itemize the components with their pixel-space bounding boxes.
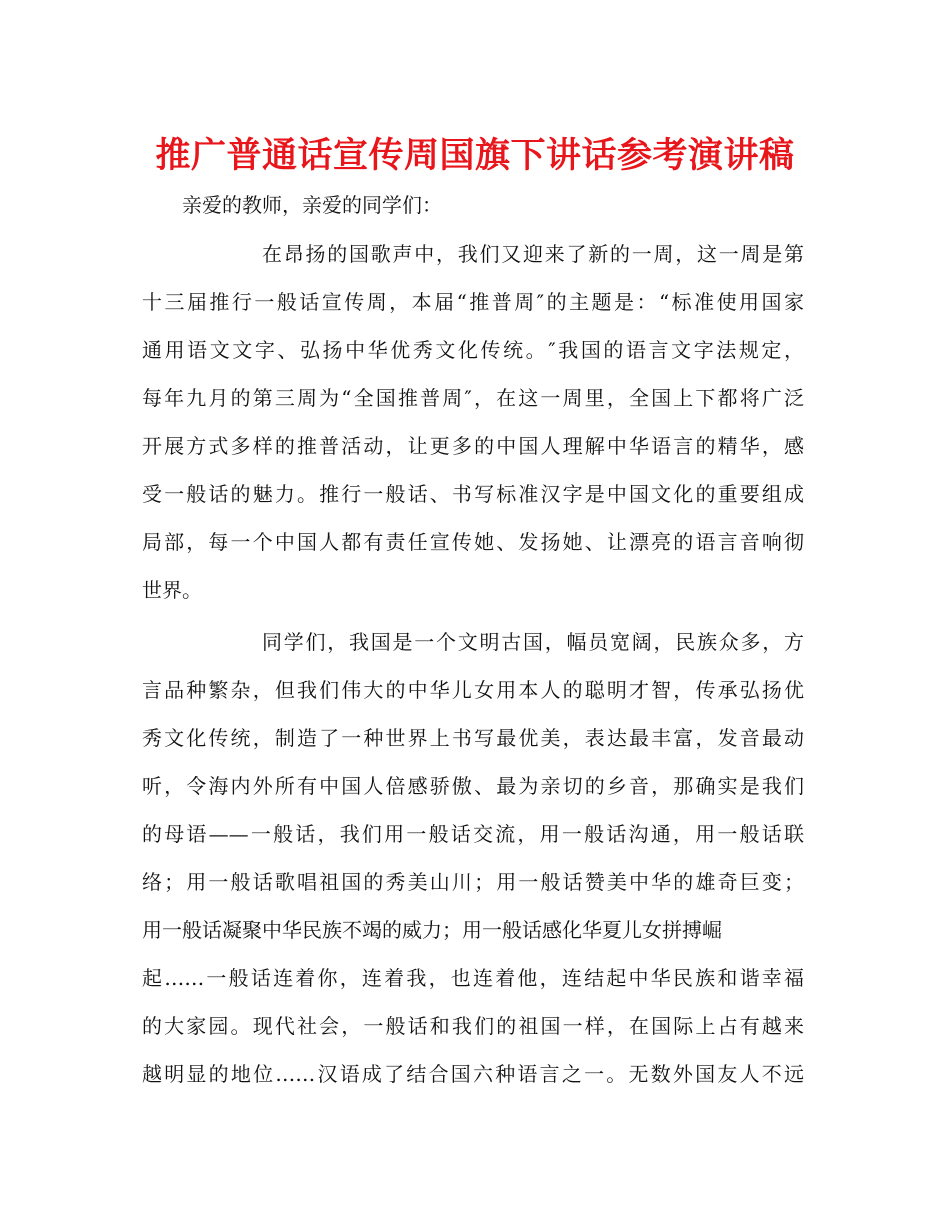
paragraph-2-line: 言品种繁杂，但我们伟大的中华儿女用本人的聪明才智，传承弘扬优: [142, 678, 804, 702]
paragraph-2: [142, 618, 804, 1098]
paragraph-2-line: 听，令海内外所有中国人倍感骄傲、最为亲切的乡音，那确实是我们: [142, 774, 804, 798]
paragraph-2-line: 络；用一般话歌唱祖国的秀美山川；用一般话赞美中华的雄奇巨变；: [142, 870, 804, 894]
salutation: 亲爱的教师，亲爱的同学们：: [182, 193, 442, 217]
paragraph-1-line: 十三届推行一般话宣传周，本届“推普周″的主题是：“标准使用国家: [142, 290, 804, 314]
paragraph-1: [142, 230, 804, 614]
paragraph-1-line: 世界。: [142, 578, 202, 602]
paragraph-2-line: 用一般话凝聚中华民族不竭的威力；用一般话感化华夏儿女拼搏崛: [142, 918, 722, 942]
paragraph-1-line: 每年九月的第三周为“全国推普周″，在这一周里，全国上下都将广泛: [142, 386, 804, 410]
paragraph-1-line: 通用语文文字、弘扬中华优秀文化传统。″我国的语言文字法规定，: [142, 338, 804, 362]
paragraph-1-line: 在昂扬的国歌声中，我们又迎来了新的一周，这一周是第: [262, 242, 804, 266]
paragraph-1-line: 受一般话的魅力。推行一般话、书写标准汉字是中国文化的重要组成: [142, 482, 804, 506]
paragraph-2-line: 的大家园。现代社会，一般话和我们的祖国一样，在国际上占有越来: [142, 1014, 804, 1038]
paragraph-1-line: 局部，每一个中国人都有责任宣传她、发扬她、让漂亮的语言音响彻: [142, 530, 804, 554]
paragraph-2-line: 秀文化传统，制造了一种世界上书写最优美，表达最丰富，发音最动: [142, 726, 804, 750]
paragraph-2-line: 起……一般话连着你，连着我，也连着他，连结起中华民族和谐幸福: [142, 966, 804, 990]
paragraph-2-line: 的母语——一般话，我们用一般话交流，用一般话沟通，用一般话联: [142, 822, 804, 846]
paragraph-2-line: 同学们，我国是一个文明古国，幅员宽阔，民族众多，方: [262, 630, 804, 654]
document-title: 推广普通话宣传周国旗下讲话参考演讲稿: [155, 136, 795, 176]
paragraph-1-line: 开展方式多样的推普活动，让更多的中国人理解中华语言的精华，感: [142, 434, 804, 458]
paragraph-2-line: 越明显的地位……汉语成了结合国六种语言之一。无数外国友人不远: [142, 1062, 804, 1086]
